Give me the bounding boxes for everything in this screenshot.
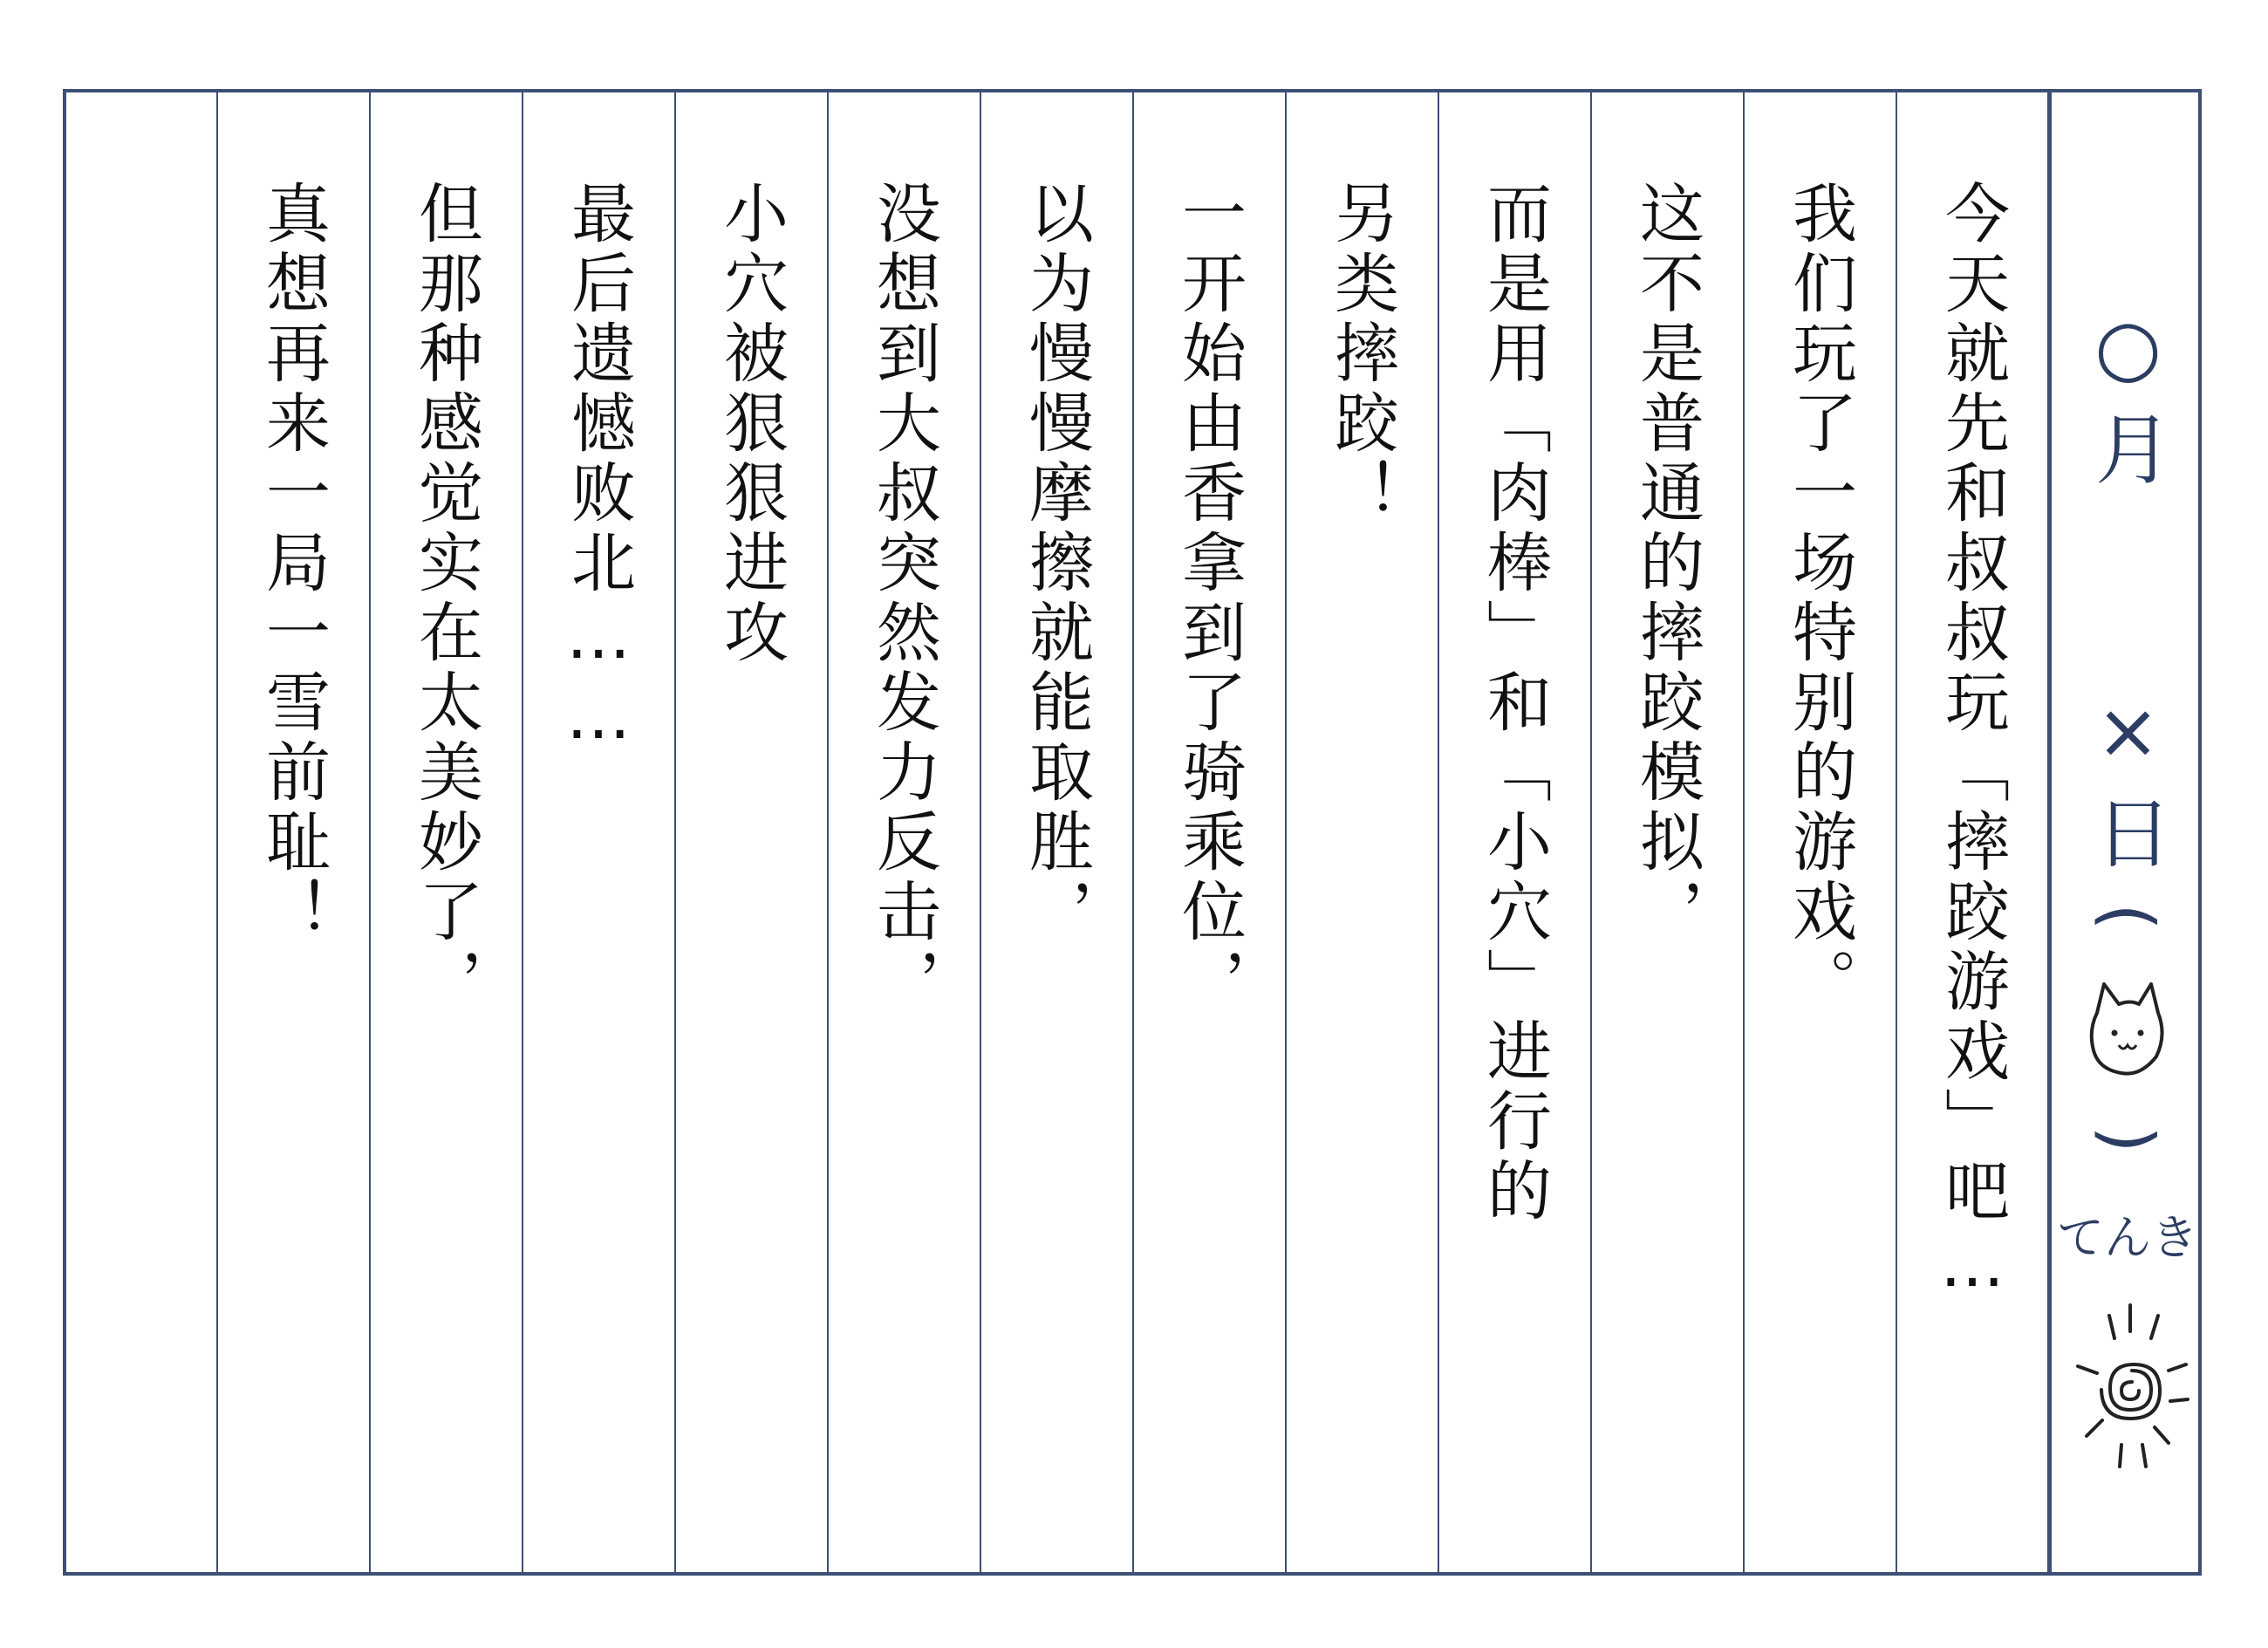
column-divider <box>1896 92 1897 1572</box>
diary-line-12: 真想再来一局一雪前耻！ <box>256 180 331 947</box>
day-field <box>2080 686 2176 887</box>
weather-label: てんき <box>2057 1210 2198 1265</box>
column-divider <box>216 92 218 1572</box>
diary-line-11: 但那种感觉实在太美妙了， <box>408 180 483 1017</box>
column-divider <box>1132 92 1134 1572</box>
diary-sheet <box>63 89 2202 1576</box>
diary-line-3: 这不是普通的摔跤模拟， <box>1629 180 1704 947</box>
diary-line-7: 以为慢慢摩擦就能取胜， <box>1019 180 1094 947</box>
diary-line-1: 今天就先和叔叔玩「摔跤游戏」吧… <box>1935 180 2010 1307</box>
diary-line-9: 小穴被狠狠进攻 <box>714 180 789 668</box>
column-divider <box>980 92 981 1572</box>
column-divider <box>827 92 829 1572</box>
sun-icon <box>2071 1288 2193 1488</box>
paren-close: ) <box>2087 1125 2169 1153</box>
column-divider <box>522 92 523 1572</box>
diary-line-8: 没想到大叔突然发力反击， <box>866 180 941 1017</box>
column-divider <box>1438 92 1439 1572</box>
column-divider <box>1743 92 1745 1572</box>
month-field <box>2080 302 2176 503</box>
month-mark: ○ <box>2083 302 2173 409</box>
diary-line-5: 另类摔跤！ <box>1324 180 1399 529</box>
diary-line-6: 一开始由香拿到了骑乘位， <box>1172 180 1247 1017</box>
month-label: 月 <box>2083 409 2173 503</box>
date-header <box>2053 92 2202 1572</box>
column-divider <box>369 92 371 1572</box>
day-label: 日 <box>2083 793 2173 887</box>
diary-line-2: 我们玩了一场特别的游戏。 <box>1782 180 1857 1017</box>
diary-line-4: 而是用「肉棒」和「小穴」进行的 <box>1477 180 1552 1227</box>
cat-face-icon <box>2080 965 2176 1096</box>
column-divider <box>1590 92 1592 1572</box>
column-divider <box>674 92 676 1572</box>
paren-open: ( <box>2087 903 2169 931</box>
diary-line-10: 最后遗憾败北…… <box>561 180 636 759</box>
header-divider <box>2047 92 2052 1572</box>
day-mark: × <box>2083 686 2173 793</box>
column-divider <box>1285 92 1287 1572</box>
diary-line-13 <box>88 180 193 1541</box>
